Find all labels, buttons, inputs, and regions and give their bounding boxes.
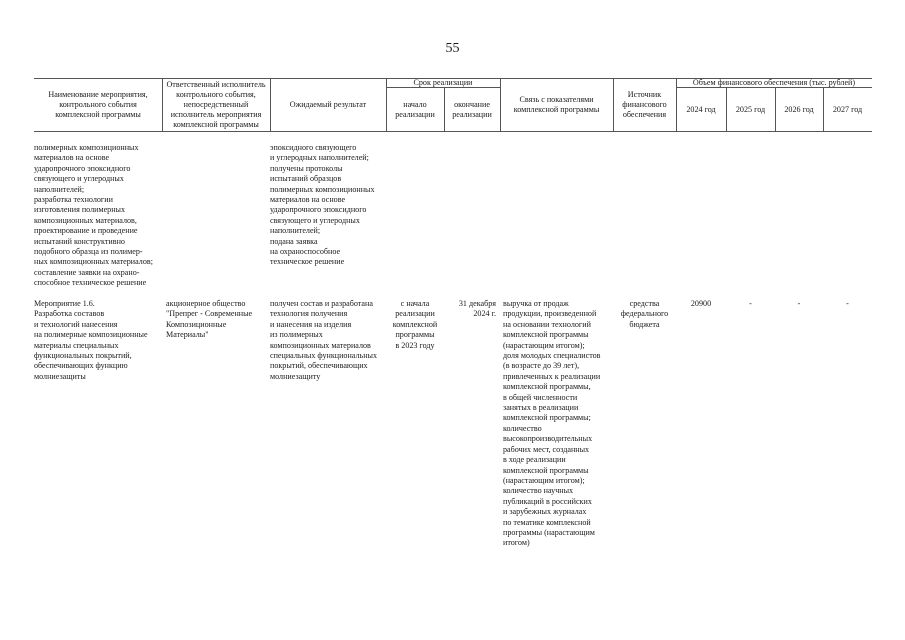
page-number: 55	[445, 41, 460, 56]
header-expected-result: Ожидаемый результат	[289, 100, 367, 109]
row2-start: с начала реализации комплексной программы в 2023 году	[392, 299, 438, 350]
row2-responsible: акционерное общество "Препрег - Современные Композиционные Материалы"	[166, 299, 253, 340]
header-year-2027: 2027 год	[832, 104, 863, 114]
row2-year-2026: -	[797, 299, 801, 308]
header-finance-group: Объем финансового обеспечения (тыс. рублей)	[692, 77, 856, 87]
row2-year-2027: -	[846, 299, 849, 308]
header-end: окончание реализации	[452, 99, 492, 119]
header-year-2026: 2026 год	[784, 104, 814, 114]
row2-end: 31 декабря 2024 г.	[458, 299, 496, 319]
header-responsible: Ответственный исполнитель контрольного события, непосредственный исполнитель мероприятия комплексной программы	[166, 80, 266, 129]
header-start: начало реализации	[395, 99, 435, 119]
row1-event-name: полимерных композиционных материалов на основе ударопрочного эпоксидного связующего и углеродных наполнителей; разработка технологии изготовления полимерных композиционных материалов, проектирование и проведение испытаний конструктивно подобного образца из полимер- ных композиционных материалов; составление заявки на охрано- способное техническое решение	[34, 143, 153, 288]
row2-event-name: Мероприятие 1.6. Разработка составов и технологий нанесения на полимерные композиционные материалы специальных функциональных покрытий, обеспечивающих функцию молниезащиты	[34, 299, 148, 381]
header-period-group: Срок реализации	[413, 77, 473, 87]
row2-year-2024: 20900	[690, 299, 712, 308]
row2-funding-source: средства федерального бюджета	[620, 299, 669, 329]
header-indicator-link: Связь с показателями комплексной программы	[513, 95, 600, 114]
row2-expected-result: получен состав и разработана технология получения и нанесения на изделия из полимерных композиционных материалов специальных функциональных покрытий, обеспечивающих молниезащиту	[270, 299, 378, 381]
header-funding-source: Источник финансового обеспечения	[622, 90, 667, 119]
header-year-2024: 2024 год	[686, 104, 716, 114]
header-year-2025: 2025 год	[735, 104, 766, 114]
row1-expected-result: эпоксидного связующего и углеродных наполнителей; получены протоколы испытаний образцов полимерных композиционных материалов на основе ударопрочного эпоксидного связующего и углеродных наполнителей; подана заявка на охраноспособное техническое решение	[270, 143, 375, 267]
header-bottom-border	[34, 131, 872, 132]
header-event-name: Наименование мероприятия, контрольного события комплексной программы	[48, 90, 148, 119]
row2-indicator-link: выручка от продаж продукции, произведенной на основании технологий комплексной программы (нарастающим итогом); доля молодых специалистов (в возрасте до 39 лет), привлеченных к реализации комплексной программы, в общей численности занятых в реализации комплексной программы; количество высокопроизводительных рабочих мест, созданных в ходе реализации комплексной программы (нарастающим итогом); количество научных публикаций в российских и зарубежных журналах по тематике комплексной программы (нарастающим итогом)	[503, 299, 601, 548]
row2-year-2025: -	[749, 299, 752, 308]
